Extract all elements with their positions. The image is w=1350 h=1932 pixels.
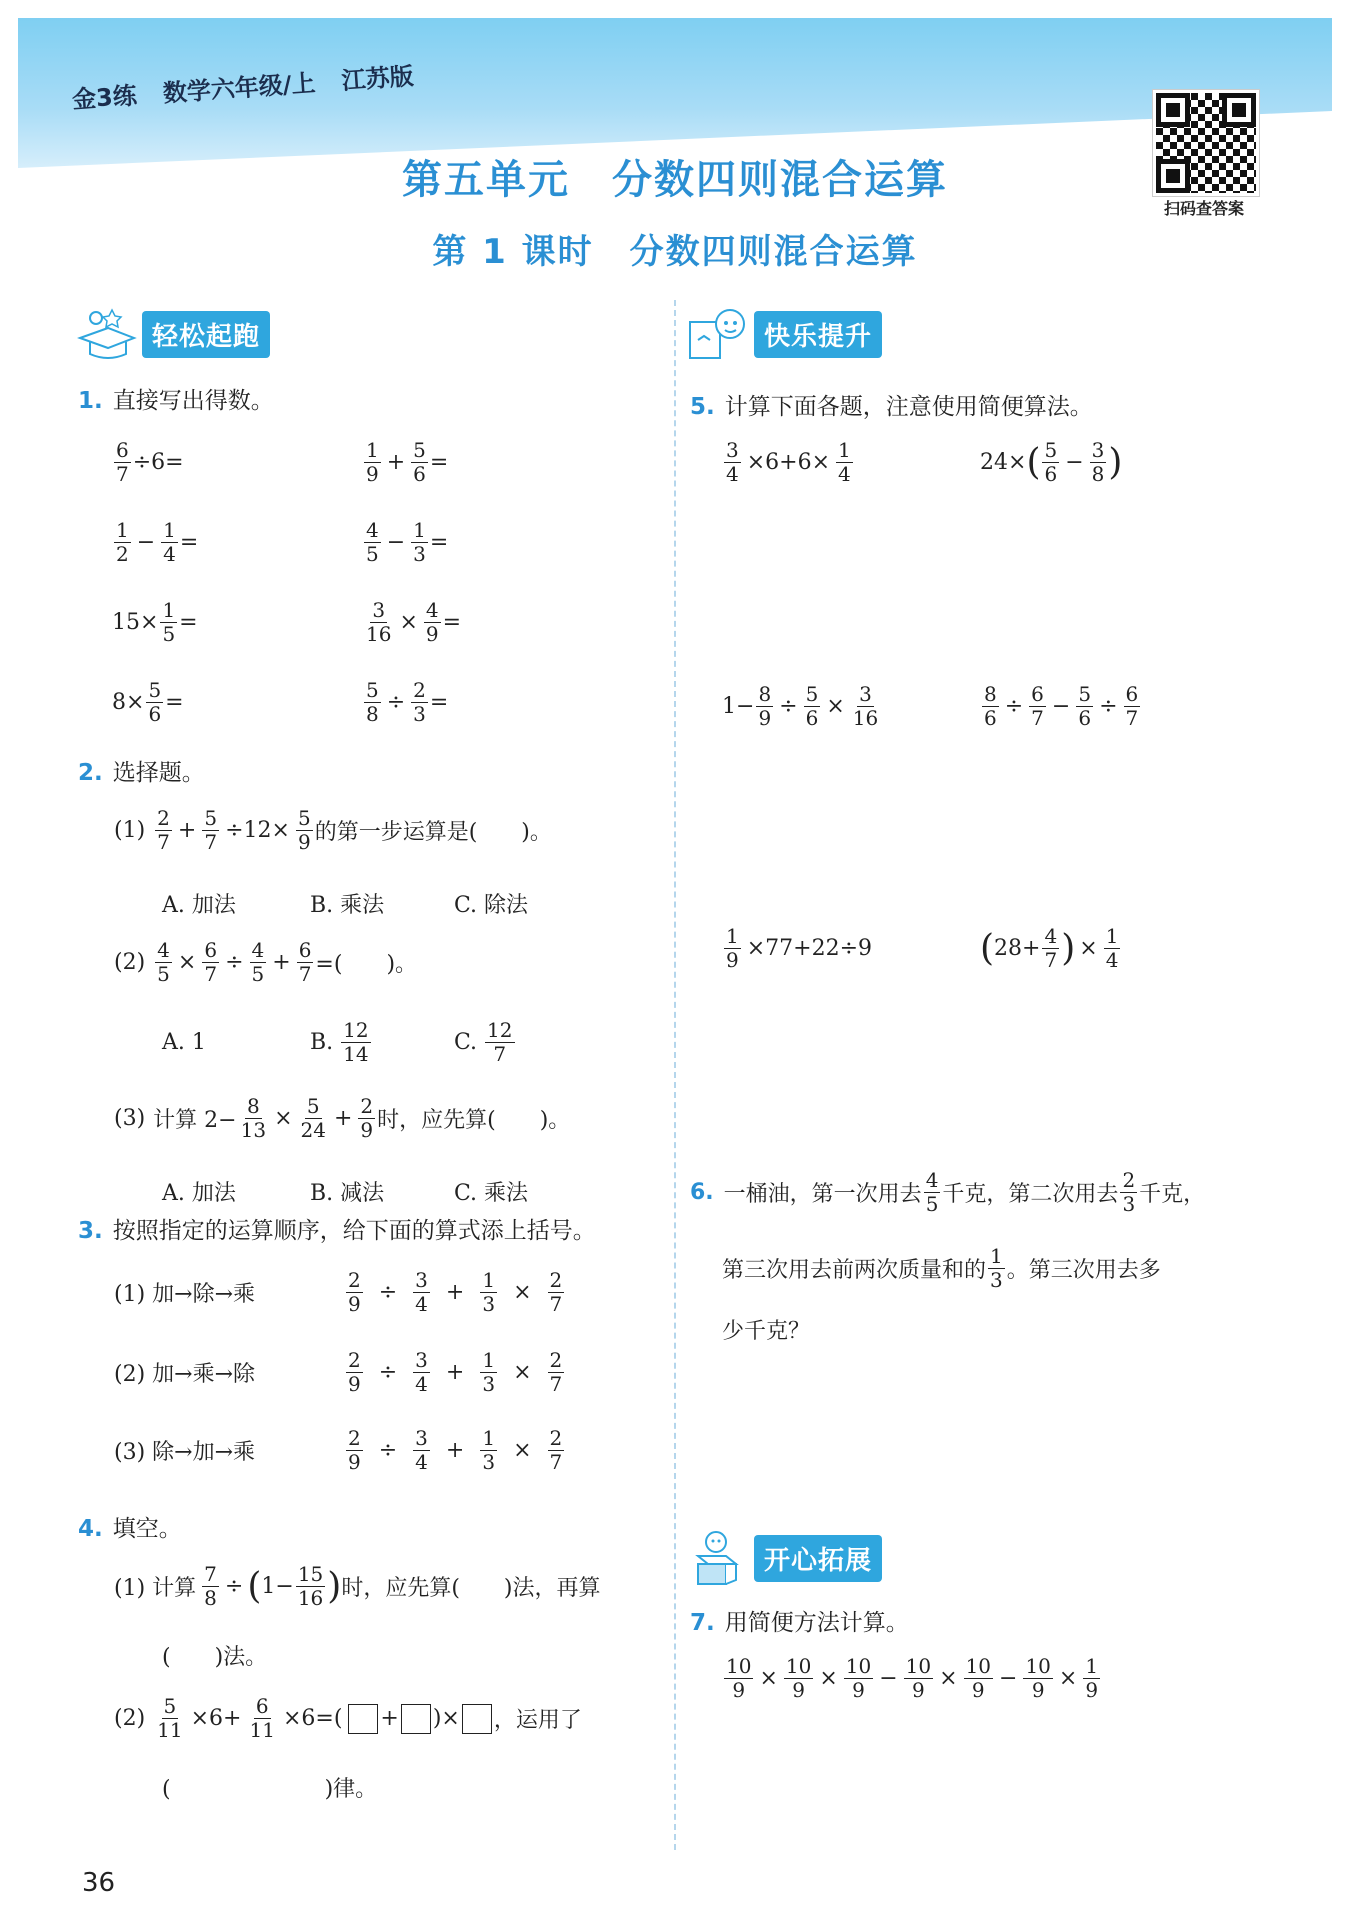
section-warmup <box>74 312 270 356</box>
q3-heading <box>78 1220 596 1243</box>
q5-item-5: $\frac{1}{9}$ ×77+22÷9 <box>726 924 873 972</box>
grade-label: 数学六年级/上 <box>162 69 317 108</box>
section-improve <box>686 312 882 356</box>
answer-box-2[interactable] <box>401 1704 431 1734</box>
q5-item-3: 1− $\frac{8}{9}$ ÷ $\frac{5}{6}$ × $\frac{3}{16}$ <box>722 682 879 730</box>
q1-item-3: $\frac{1}{2}$ − $\frac{1}{4}$ = <box>116 518 199 566</box>
section-extend-label: 开心拓展 <box>754 1535 882 1582</box>
q2-sub3: (3) 计算 2− $\frac{8}{13}$ × $\frac{5}{24}$ + $\frac{2}{9}$ 时，应先算( )。 <box>114 1094 571 1142</box>
lesson-title: 第 1 课时 分数四则混合运算 <box>432 232 918 272</box>
q2-sub3-options <box>162 1176 528 1207</box>
q2-s2-option-a[interactable]: A. 1 <box>162 1030 206 1055</box>
q4-sub2: (2) $\frac{5}{11}$ ×6+ $\frac{6}{11}$ ×6=( + )× ，运用了 <box>114 1694 582 1742</box>
q5-item-1: $\frac{3}{4}$ ×6+6× $\frac{1}{4}$ <box>726 438 851 486</box>
q1-item-5: 15× $\frac{1}{5}$ = <box>112 598 198 646</box>
q5-text: 计算下面各题，注意使用简便算法。 <box>724 394 1093 420</box>
q2-s3-option-c[interactable]: C. 乘法 <box>454 1181 529 1206</box>
answer-box-1[interactable] <box>348 1704 378 1734</box>
q4-sub1-line2: ( )法。 <box>162 1645 268 1670</box>
section-extend <box>686 1536 882 1580</box>
q4-sub2-line2: ( )律。 <box>162 1777 378 1802</box>
q1-item-8: $\frac{5}{8}$ ÷ $\frac{2}{3}$ = <box>366 678 449 726</box>
q2-heading <box>78 762 205 785</box>
q2-s2-option-b[interactable]: B. $\frac{12}{14}$ <box>310 1018 369 1066</box>
q2-s1-option-b[interactable]: B. 乘法 <box>310 893 385 918</box>
q2-s3-option-a[interactable]: A. 加法 <box>162 1181 236 1206</box>
q1-item-1: $\frac{6}{7}$ ÷6= <box>116 438 184 486</box>
answer-box-3[interactable] <box>462 1704 492 1734</box>
q2-s1-option-c[interactable]: C. 除法 <box>454 893 529 918</box>
q6-line-2: 第三次用去前两次质量和的 $\frac{1}{3}$ 。第三次用去多 <box>722 1244 1161 1292</box>
q4-sub1: (1) 计算 $\frac{7}{8}$ ÷ ( 1− $\frac{15}{16}$ ) 时，应先算( )法，再算 <box>114 1562 601 1610</box>
q2-sub2-options <box>162 1020 517 1065</box>
q3-sub1: (1) 加→除→乘 $\frac{2}{9}$ ÷ $\frac{3}{4}$ + $\frac{1}{3}$ × $\frac{2}{7}$ <box>114 1268 563 1316</box>
q5-item-6: ( 28+ $\frac{4}{7}$ ) × $\frac{1}{4}$ <box>980 924 1119 972</box>
q5-heading <box>690 396 1093 419</box>
q1-item-4: $\frac{4}{5}$ − $\frac{1}{3}$ = <box>366 518 449 566</box>
q5-item-2: 24× ( $\frac{5}{6}$ − $\frac{3}{8}$ ) <box>980 438 1123 486</box>
q1-item-6: $\frac{3}{16}$ × $\frac{4}{9}$ = <box>366 598 462 646</box>
q1-heading <box>78 390 274 413</box>
q4-text: 填空。 <box>112 1516 182 1542</box>
q4-number: 4. <box>78 1516 103 1542</box>
q7-heading <box>690 1612 909 1635</box>
graduation-cap-icon <box>74 304 138 364</box>
q1-number: 1. <box>78 388 103 414</box>
brand-name: 金3练 <box>71 81 138 114</box>
q6-line-1: 6. 一桶油，第一次用去 $\frac{4}{5}$ 千克，第二次用去 $\frac{2}{3}$ 千克， <box>690 1168 1206 1216</box>
q5-number: 5. <box>690 394 715 420</box>
q6-number: 6. <box>690 1180 714 1205</box>
q2-sub1-options <box>162 888 528 919</box>
q3-text: 按照指定的运算顺序，给下面的算式添上括号。 <box>112 1218 596 1244</box>
q7-expression: $\frac{10}{9}$ × $\frac{10}{9}$ × $\frac{10}{9}$ − $\frac{10}{9}$ × $\frac{10}{9}$ − $\frac{10}{9}$ × $\frac{1}{9}$ <box>726 1654 1099 1702</box>
q7-number: 7. <box>690 1610 715 1636</box>
column-divider <box>674 300 676 1850</box>
q7-text: 用简便方法计算。 <box>724 1610 909 1636</box>
section-improve-label: 快乐提升 <box>754 311 882 358</box>
q1-text: 直接写出得数。 <box>112 388 274 414</box>
q2-sub2: (2) $\frac{4}{5}$ × $\frac{6}{7}$ ÷ $\frac{4}{5}$ + $\frac{6}{7}$ =( )。 <box>114 938 418 986</box>
q2-sub1: (1) $\frac{2}{7}$ + $\frac{5}{7}$ ÷12× $\frac{5}{9}$ 的第一步运算是( )。 <box>114 806 552 854</box>
q2-text: 选择题。 <box>112 760 205 786</box>
q2-s3-option-b[interactable]: B. 减法 <box>310 1181 385 1206</box>
q2-s1-option-a[interactable]: A. 加法 <box>162 893 236 918</box>
unit-title: 第五单元 分数四则混合运算 <box>402 157 948 203</box>
q5-item-4: $\frac{8}{6}$ ÷ $\frac{6}{7}$ − $\frac{5}{6}$ ÷ $\frac{6}{7}$ <box>984 682 1139 730</box>
q2-number: 2. <box>78 760 103 786</box>
q4-heading <box>78 1518 182 1541</box>
q3-number: 3. <box>78 1218 103 1244</box>
q3-sub2: (2) 加→乘→除 $\frac{2}{9}$ ÷ $\frac{3}{4}$ + $\frac{1}{3}$ × $\frac{2}{7}$ <box>114 1348 563 1396</box>
reading-kid-icon <box>686 304 750 364</box>
q1-item-7: 8× $\frac{5}{6}$ = <box>112 678 184 726</box>
q3-sub3: (3) 除→加→乘 $\frac{2}{9}$ ÷ $\frac{3}{4}$ + $\frac{1}{3}$ × $\frac{2}{7}$ <box>114 1426 563 1474</box>
qr-label: 扫码查答案 <box>1163 199 1244 218</box>
q2-s2-option-c[interactable]: C. $\frac{12}{7}$ <box>454 1018 513 1066</box>
q1-item-2: $\frac{1}{9}$ + $\frac{5}{6}$ = <box>366 438 449 486</box>
q6-line-3: 少千克？ <box>722 1319 811 1344</box>
kid-on-box-icon <box>686 1528 750 1588</box>
edition-label: 江苏版 <box>340 62 415 96</box>
page-number: 36 <box>82 1868 116 1898</box>
section-warmup-label: 轻松起跑 <box>142 311 270 358</box>
